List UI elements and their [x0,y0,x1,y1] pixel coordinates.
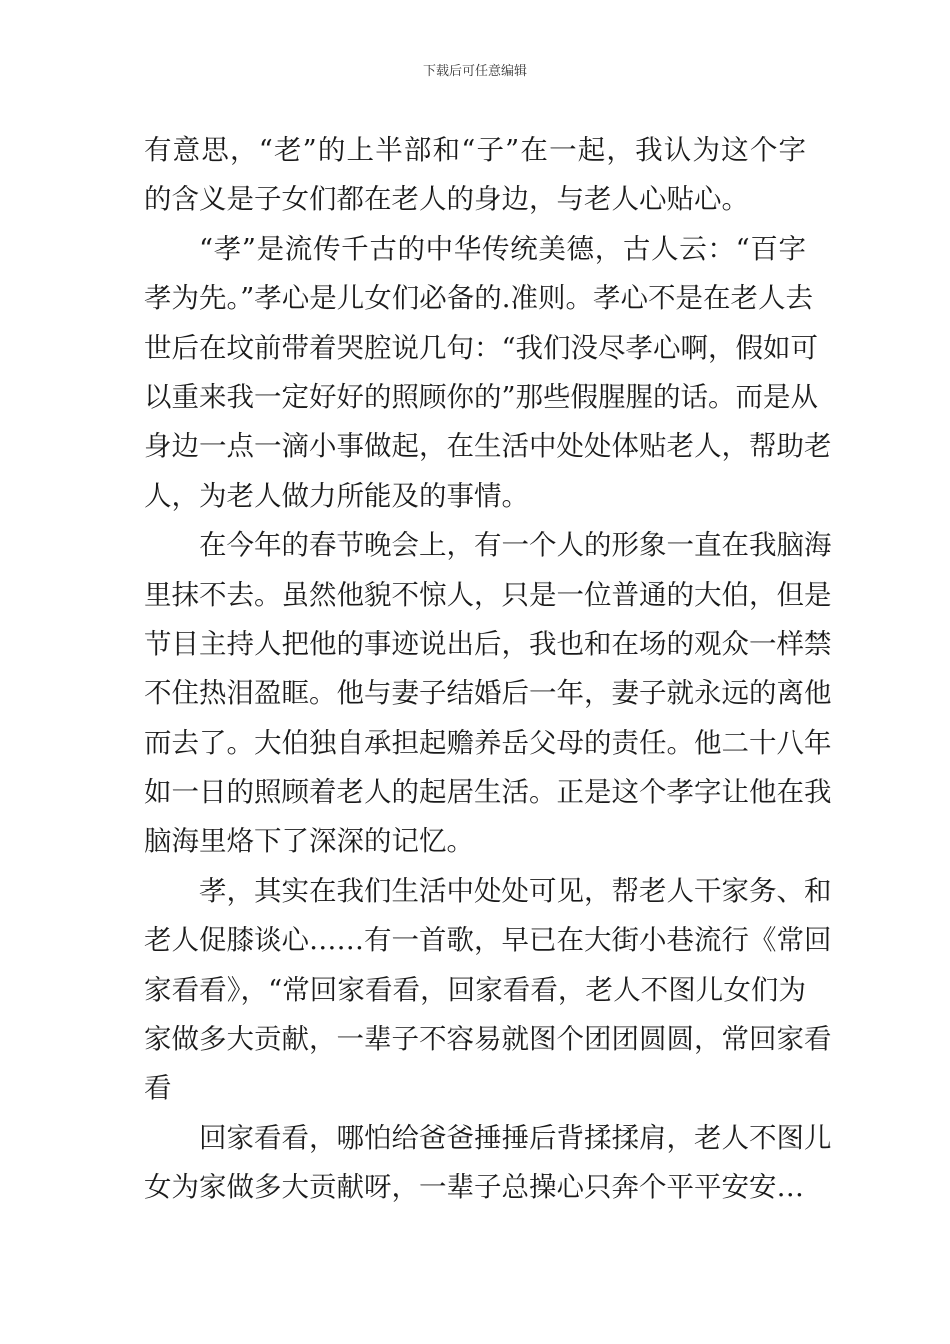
text-line: 家做多大贡献，一辈子不容易就图个团团圆圆，常回家看 [144,1023,832,1056]
text-line: 女为家做多大贡献呀，一辈子总操心只奔个平平安安… [144,1171,804,1204]
text-line: 家看看》，“常回家看看，回家看看，老人不图儿女们为 [144,973,806,1006]
text-line: 身边一点一滴小事做起，在生活中处处体贴老人，帮助老 [144,430,832,463]
text-line: 看 [144,1072,172,1105]
paragraph [144,521,832,867]
text-line: “孝”是流传千古的中华传统美德，古人云：“百字 [199,232,806,265]
text-line: 节目主持人把他的事迹说出后，我也和在场的观众一样禁 [144,627,832,660]
text-line: 脑海里烙下了深深的记忆。 [144,825,474,858]
text-line: 里抹不去。虽然他貌不惊人，只是一位普通的大伯，但是 [144,578,832,611]
body-text [144,126,832,1213]
text-line: 不住热泪盈眶。他与妻子结婚后一年，妻子就永远的离他 [144,677,832,710]
text-line: 在今年的春节晚会上，有一个人的形象一直在我脑海 [199,529,832,562]
text-line: 孝为先。”孝心是儿女们必备的.准则。孝心不是在老人去 [144,282,814,315]
text-line: 有意思，“老”的上半部和“子”在一起，我认为这个字 [144,134,806,166]
text-line: 人，为老人做力所能及的事情。 [144,479,529,512]
paragraph [144,867,832,1114]
page-header: 下载后可任意编辑 [422,64,527,79]
text-line: 以重来我一定好好的照顾你的”那些假腥腥的话。而是从 [144,380,819,413]
text-line: 孝，其实在我们生活中处处可见，帮老人干家务、和 [199,874,832,907]
text-line: 如一日的照顾着老人的起居生活。正是这个孝字让他在我 [144,776,832,809]
text-line: 老人促膝谈心……有一首歌，早已在大街小巷流行《常回 [144,924,832,957]
paragraph [144,1114,832,1213]
text-line: 的含义是子女们都在老人的身边，与老人心贴心。 [144,183,749,216]
paragraph [144,126,806,225]
text-line: 回家看看，哪怕给爸爸捶捶后背揉揉肩，老人不图儿 [199,1121,832,1154]
text-line: 而去了。大伯独自承担起赡养岳父母的责任。他二十八年 [144,726,832,759]
text-line: 世后在坟前带着哭腔说几句：“我们没尽孝心啊，假如可 [144,331,819,364]
paragraph [144,225,832,521]
